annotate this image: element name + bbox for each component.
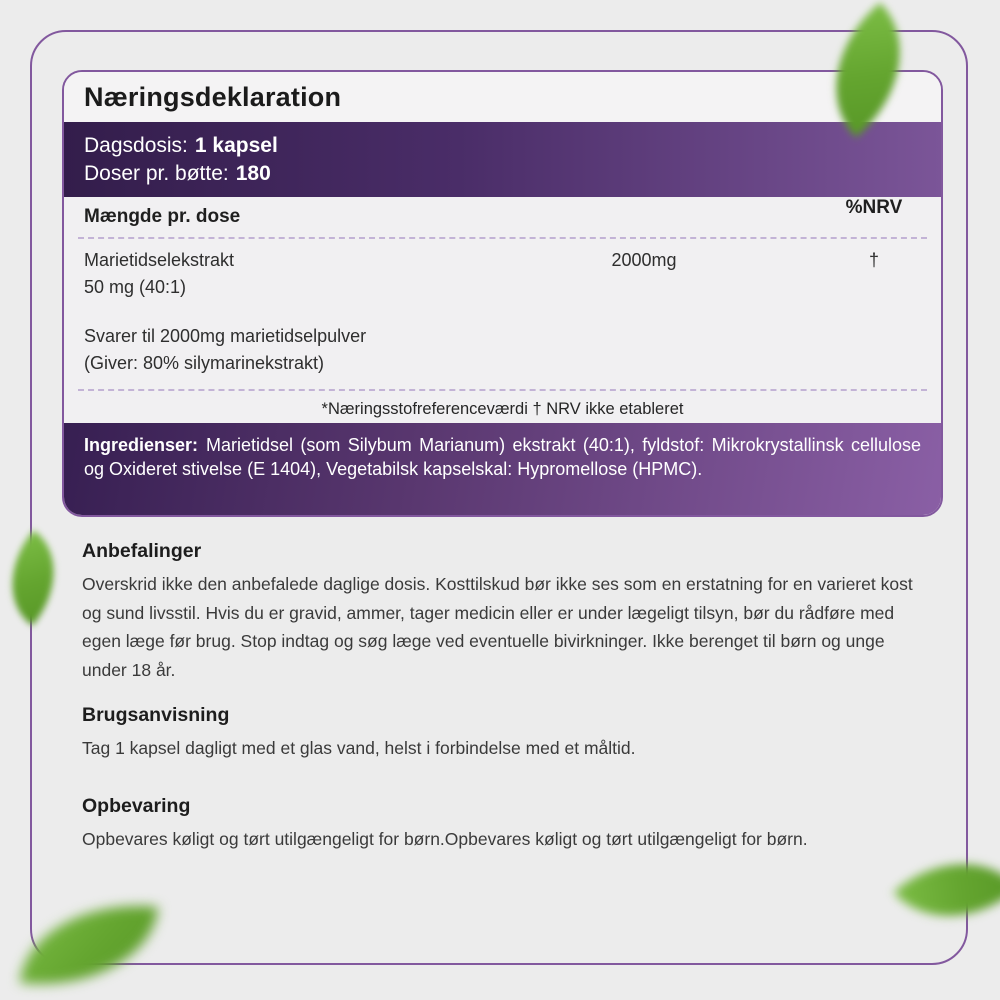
section-heading: Anbefalinger <box>82 540 202 562</box>
ingredients-text: Marietidsel (som Silybum Marianum) ekstrakt (40:1), fyldstof: Mikrokrystallinsk cellulose og Oxideret stivelse (E 1404), Vegetabilsk kapselskal: Hypromellose (HPMC). <box>84 435 921 479</box>
nrv-footnote: *Næringsstofreferenceværdi † NRV ikke etableret <box>321 400 684 418</box>
daily-dose-label: Dagsdosis: <box>84 134 188 157</box>
section-recommendations <box>82 540 934 684</box>
daily-dose-value: 1 kapsel <box>194 134 278 157</box>
daily-dose-line <box>84 132 941 160</box>
table-row <box>64 323 941 377</box>
ingredient-amount: 2000mg <box>611 250 677 270</box>
table-row <box>64 247 941 301</box>
section-body: Opbevares køligt og tørt utilgængeligt for børn.Opbevares køligt og tørt utilgængeligt for børn. <box>82 829 808 849</box>
section-heading: Brugsanvisning <box>82 704 230 726</box>
ingredient-nrv-dagger: † <box>868 250 879 270</box>
column-header-nrv: %NRV <box>845 197 903 218</box>
label-title: Næringsdeklaration <box>64 72 941 122</box>
dashed-divider <box>78 237 927 239</box>
equivalence-detail: (Giver: 80% silymarinekstrakt) <box>84 353 325 373</box>
ingredients-bar <box>64 423 941 515</box>
nutrition-table <box>64 197 941 425</box>
section-storage <box>82 795 934 854</box>
ingredient-dose: 50 mg (40:1) <box>84 277 187 297</box>
column-header-amount: Mængde pr. dose <box>84 206 241 227</box>
dose-info-bar <box>64 122 941 197</box>
table-header-row <box>64 197 941 237</box>
section-body: Tag 1 kapsel dagligt med et glas vand, helst i forbindelse med et måltid. <box>82 738 636 758</box>
ingredients-label: Ingredienser: <box>84 435 199 455</box>
servings-label: Doser pr. bøtte: <box>84 162 229 185</box>
servings-value: 180 <box>235 162 271 185</box>
nutrition-label-card <box>62 70 943 517</box>
servings-line <box>84 160 941 188</box>
section-body: Overskrid ikke den anbefalede daglige dosis. Kosttilskud bør ikke ses som en erstatning for en varieret kost og sund livsstil. Hvis du er gravid, ammer, tager medicin eller er under lægeligt tilsyn, bør du rådføre med egen læge før brug. Stop indtag og søg læge ved eventuelle bivirkninger. Ikke berenget til børn og unge under 18 år. <box>82 574 913 680</box>
section-heading: Opbevaring <box>82 795 191 817</box>
equivalence-line: Svarer til 2000mg marietidselpulver <box>84 326 367 346</box>
ingredient-name: Marietidselekstrakt <box>84 250 235 270</box>
section-directions <box>82 704 934 763</box>
dashed-divider <box>78 389 927 391</box>
